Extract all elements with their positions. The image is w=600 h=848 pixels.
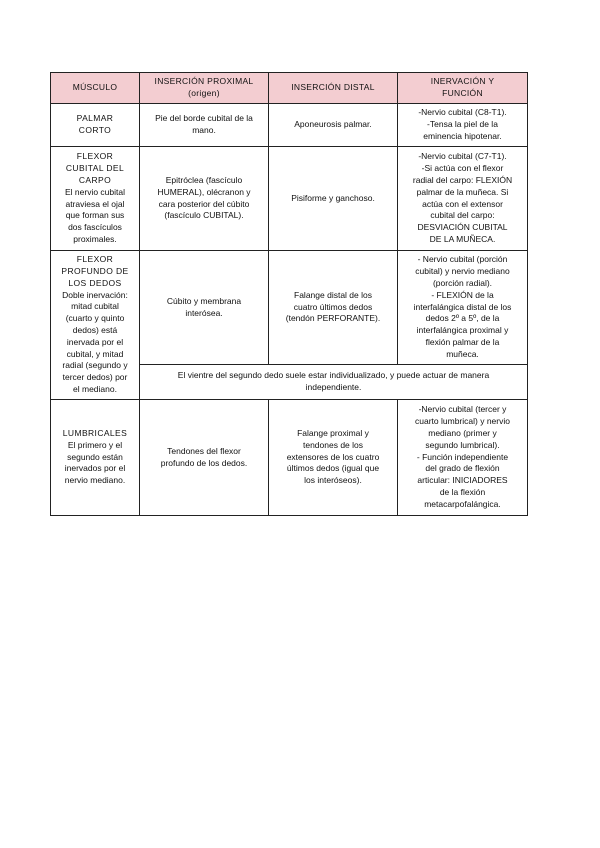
cell-text-line: cubital del carpo: — [430, 210, 495, 221]
cell-text-line: articular: INICIADORES — [417, 475, 508, 486]
cell-text-line: (tendón PERFORANTE). — [285, 313, 381, 324]
cell-text-line: radial del carpo: FLEXIÓN — [412, 174, 513, 185]
proximal-insertion-cell — [140, 147, 269, 251]
cell-text-line: profundo de los dedos. — [160, 457, 248, 468]
cell-text-line: eminencia hipotenar. — [423, 130, 502, 141]
muscle-note-line: dos fascículos — [68, 222, 122, 233]
muscle-note-line: el mediano. — [73, 383, 117, 394]
cell-text-line: - Función independiente — [416, 451, 509, 462]
table-row — [51, 400, 528, 516]
header-proximal-insertion — [140, 73, 269, 104]
cell-text-line: (fascículo CUBITAL). — [164, 210, 244, 221]
muscle-name-line: LUMBRICALES — [62, 428, 128, 438]
cell-text-line: - Nervio cubital (porción — [417, 254, 508, 265]
cell-text-line: palmar de la muñeca. Si — [416, 186, 509, 197]
cell-text-line: cara posterior del cúbito — [158, 198, 250, 209]
muscle-note-line: proximales. — [73, 233, 117, 244]
header-innervation-line: FUNCIÓN — [442, 88, 483, 98]
cell-text-line: -Tensa la piel de la — [427, 119, 498, 130]
muscle-cell — [51, 147, 140, 251]
cell-text-line: -Nervio cubital (tercer y — [418, 404, 507, 415]
cell-text-line: Pisiforme y ganchoso. — [291, 192, 375, 203]
cell-text-line: -Si actúa con el flexor — [421, 163, 504, 174]
cell-text-line: muñeca. — [446, 348, 479, 359]
table-header-row — [51, 73, 528, 104]
muscle-note-line: segundo están — [67, 451, 123, 462]
muscle-note-line: atraviesa el ojal — [65, 198, 125, 209]
cell-text-line: HUMERAL), olécranon y — [157, 186, 251, 197]
table-row — [51, 104, 528, 147]
cell-text-line: (porción radial). — [432, 278, 493, 288]
cell-text-line: DESVIACIÓN CUBITAL — [417, 222, 508, 233]
muscle-note-line: inervados por el — [64, 463, 126, 474]
muscle-note-line: El primero y el — [67, 439, 123, 450]
muscle-note-line: radial (segundo y — [62, 360, 128, 371]
muscle-note-line: inervada por el — [66, 336, 124, 347]
muscle-note-line: El nervio cubital — [64, 186, 125, 197]
muscle-note-line: tercer dedos) por — [62, 372, 128, 383]
cell-text-line: mano. — [192, 125, 216, 135]
muscle-note-line: que forman sus — [65, 210, 125, 221]
muscle-name-line: PROFUNDO DE — [61, 266, 129, 277]
muscle-name-line: CUBITAL DEL — [65, 163, 125, 174]
merged-note-cell — [140, 365, 528, 400]
innervation-cell — [398, 251, 528, 365]
cell-text-line: mediano (primer y — [428, 428, 497, 438]
cell-text-line: Aponeurosis palmar. — [294, 119, 372, 130]
cell-text-line: metacarpofalángica. — [424, 498, 501, 509]
innervation-cell — [398, 104, 528, 147]
distal-insertion-cell — [269, 147, 398, 251]
cell-text-line: de la flexión — [439, 486, 486, 497]
cell-text-line: del grado de flexión — [425, 463, 500, 474]
header-proximal-line: INSERCIÓN PROXIMAL — [154, 76, 254, 87]
header-innervation-function — [398, 73, 528, 104]
muscle-note-line: Doble inervación: — [62, 289, 128, 300]
header-muscle — [51, 73, 140, 104]
cell-text-line: interfalángica proximal y — [416, 325, 509, 336]
cell-text-line: extensores de los cuatro — [286, 451, 380, 462]
cell-text-line: -Nervio cubital (C8-T1). — [418, 107, 507, 118]
muscle-note-line: mitad cubital — [71, 301, 119, 312]
distal-insertion-cell — [269, 251, 398, 365]
header-innervation-line: INERVACIÓN Y — [430, 76, 495, 87]
cell-text-line: cuatro últimos dedos — [293, 301, 373, 312]
cell-text-line: independiente. — [305, 382, 362, 392]
cell-text-line: Pie del borde cubital de la — [155, 113, 253, 124]
proximal-insertion-cell — [140, 251, 269, 365]
muscle-note-line: cubital, y mitad — [66, 348, 124, 359]
muscle-name-line: LOS DEDOS — [68, 277, 122, 288]
muscle-cell — [51, 251, 140, 400]
muscle-name-line: CORTO — [78, 125, 112, 135]
cell-text-line: Epitróclea (fascículo — [165, 174, 243, 185]
header-muscle-label: MÚSCULO — [72, 82, 118, 93]
distal-insertion-cell — [269, 104, 398, 147]
table-row — [51, 251, 528, 365]
distal-insertion-cell — [269, 400, 398, 516]
cell-text-line: interósea. — [185, 307, 223, 318]
cell-text-line: interfalángica distal de los — [413, 301, 512, 312]
header-proximal-line: (origen) — [188, 88, 220, 98]
muscle-name-line: CARPO — [78, 174, 112, 185]
header-distal-label: INSERCIÓN DISTAL — [291, 82, 375, 93]
cell-text-line: los interóseos). — [304, 475, 362, 486]
header-distal-insertion — [269, 73, 398, 104]
cell-text-line: flexión palmar de la — [425, 336, 500, 347]
innervation-cell — [398, 147, 528, 251]
cell-text-line: segundo lumbrical). — [425, 439, 500, 450]
muscle-table — [50, 72, 528, 516]
muscle-name-line: FLEXOR — [76, 254, 114, 265]
muscle-cell — [51, 400, 140, 516]
proximal-insertion-cell — [140, 104, 269, 147]
muscle-name-line: FLEXOR — [76, 151, 114, 162]
muscle-note-line: nervio mediano. — [64, 475, 126, 486]
muscle-note-line: dedos) está — [72, 325, 118, 335]
cell-text-line: DE LA MUÑECA. — [429, 233, 496, 244]
cell-text-line: - FLEXIÓN de la — [431, 289, 494, 300]
muscle-note-line: (cuarto y quinto — [65, 313, 125, 324]
cell-text-line: últimos dedos (igual que — [286, 463, 380, 474]
cell-text-line: cubital) y nervio mediano — [415, 266, 510, 277]
proximal-insertion-cell — [140, 400, 269, 516]
cell-text-line: Tendones del flexor — [167, 445, 241, 456]
cell-text-line: dedos 2º a 5º, de la — [425, 313, 500, 324]
cell-text-line: Falange proximal y — [297, 428, 369, 438]
cell-text-line: Falange distal de los — [294, 289, 372, 300]
cell-text-line: cuarto lumbrical) y nervio — [415, 416, 510, 427]
cell-text-line: actúa con el extensor — [422, 198, 503, 209]
table-row — [51, 147, 528, 251]
muscle-cell — [51, 104, 140, 147]
cell-text-line: -Nervio cubital (C7-T1). — [418, 151, 507, 162]
cell-text-line: tendones de los — [302, 439, 364, 450]
cell-text-line: El vientre del segundo dedo suele estar individualizado, y puede actuar de manera — [177, 370, 490, 381]
muscle-name-line: PALMAR — [76, 113, 114, 124]
innervation-cell — [398, 400, 528, 516]
cell-text-line: Cúbito y membrana — [166, 295, 242, 306]
